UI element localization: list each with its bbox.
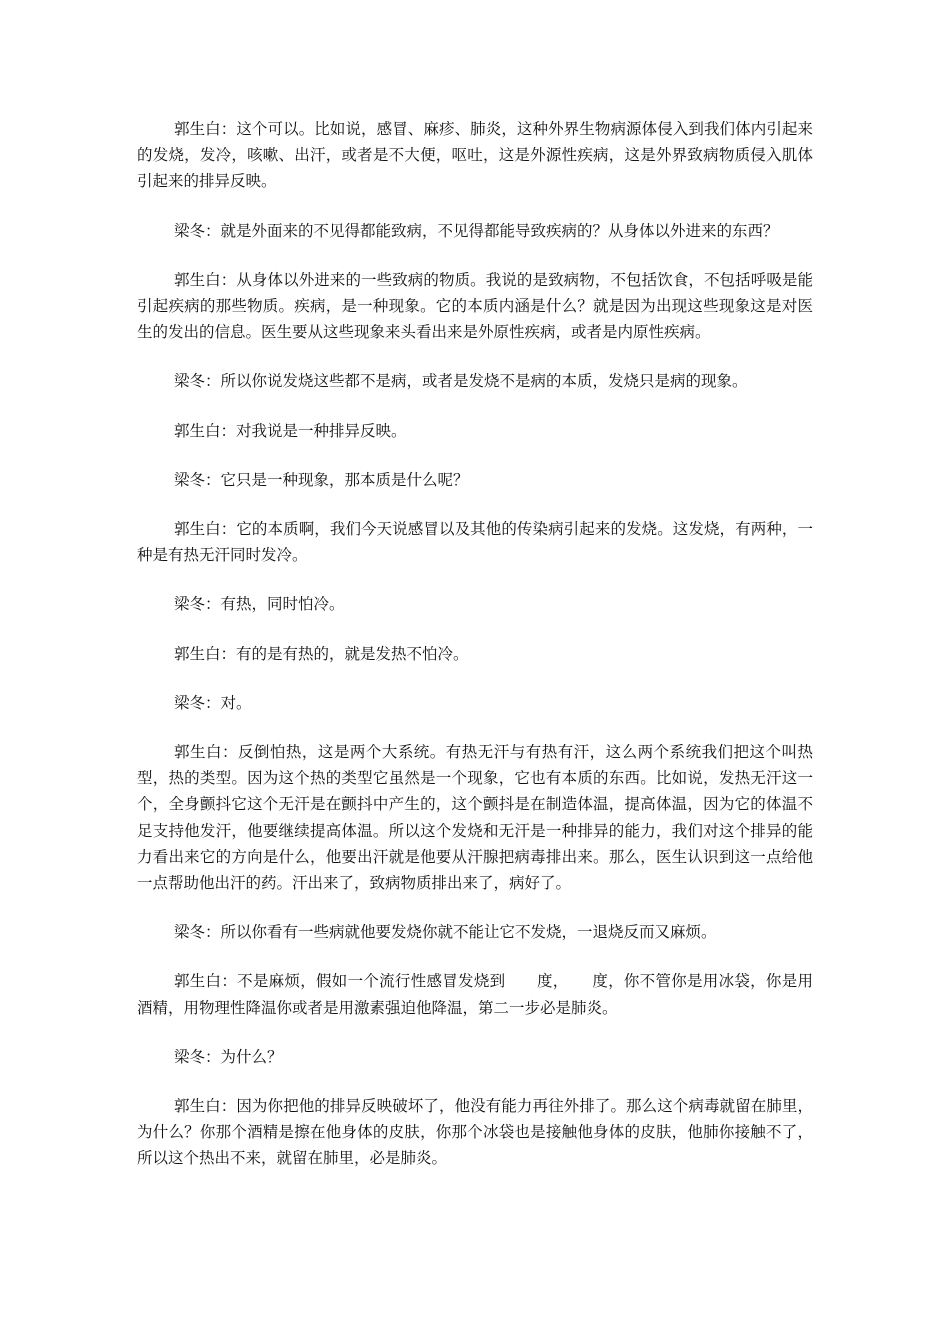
paragraph-14: 梁冬：为什么？: [174, 1047, 283, 1066]
paragraph-15: 郭生白：因为你把他的排异反映破坏了，他没有能力再往外排了。那么这个病毒就留在肺里，为什么？你那个酒精是擦在他身体的皮肤，你那个冰袋也是接触他身体的皮肤，他肺你接触不了，所以这个热出不来，就留在肺里，必是肺炎。: [137, 1097, 813, 1168]
paragraph-13: 郭生白：不是麻烦，假如一个流行性感冒发烧到 度， 度，你不管你是用冰袋，你是用酒精，用物理性降温你或者是用激素强迫他降温，第二一步必是肺炎。: [137, 972, 813, 1017]
paragraph-8: 梁冬：有热，同时怕冷。: [174, 595, 345, 614]
document-body: [137, 116, 813, 1195]
paragraph-9: 郭生白：有的是有热的，就是发热不怕冷。: [174, 644, 469, 663]
paragraph-11: 郭生白：反倒怕热，这是两个大系统。有热无汗与有热有汗，这么两个系统我们把这个叫热型，热的类型。因为这个热的类型它虽然是一个现象，它也有本质的东西。比如说，发热无汗这一个，全身颤抖它这个无汗是在颤抖中产生的，这个颤抖是在制造体温，提高体温，因为它的体温不足支持他发汗，他要继续提高体温。所以这个发烧和无汗是一种排异的能力，我们对这个排异的能力看出来它的方向是什么，他要出汗就是他要从汗腺把病毒排出来。那么，医生认识到这一点给他一点帮助他出汗的药。汗出来了，致病物质排出来了，病好了。: [137, 743, 813, 893]
paragraph-10: 梁冬：对。: [174, 693, 252, 712]
paragraph-1: 郭生白：这个可以。比如说，感冒、麻疹、肺炎，这种外界生物病源体侵入到我们体内引起来的发烧，发冷，咳嗽、出汗，或者是不大便，呕吐，这是外源性疾病，这是外界致病物质侵入肌体引起来的排异反映。: [137, 120, 813, 191]
paragraph-4: 梁冬：所以你说发烧这些都不是病，或者是发烧不是病的本质，发烧只是病的现象。: [174, 372, 748, 391]
paragraph-6: 梁冬：它只是一种现象，那本质是什么呢？: [174, 470, 469, 489]
paragraph-5: 郭生白：对我说是一种排异反映。: [174, 421, 407, 440]
paragraph-2: 梁冬：就是外面来的不见得都能致病，不见得都能导致疾病的？从身体以外进来的东西？: [174, 221, 779, 240]
paragraph-3: 郭生白：从身体以外进来的一些致病的物质。我说的是致病物，不包括饮食，不包括呼吸是能引起疾病的那些物质。疾病，是一种现象。它的本质内涵是什么？就是因为出现这些现象这是对医生的发出的信息。医生要从这些现象来头看出来是外原性疾病，或者是内原性疾病。: [137, 270, 813, 342]
paragraph-12: 梁冬：所以你看有一些病就他要发烧你就不能让它不发烧，一退烧反而又麻烦。: [174, 923, 717, 942]
paragraph-7: 郭生白：它的本质啊，我们今天说感冒以及其他的传染病引起来的发烧。这发烧，有两种，一种是有热无汗同时发冷。: [137, 520, 813, 565]
